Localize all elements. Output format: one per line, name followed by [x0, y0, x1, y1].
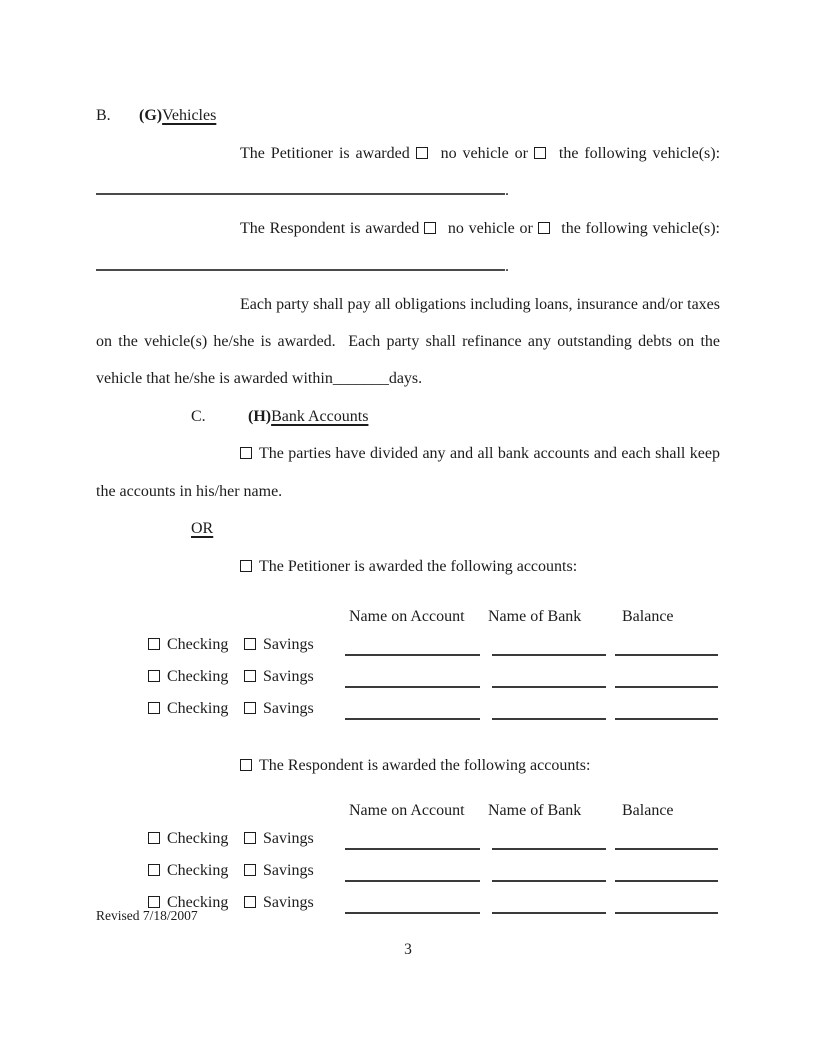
following-vehicle-option-label: the following vehicle(s): — [558, 144, 721, 162]
or-label: OR — [191, 520, 214, 538]
savings-label: Savings — [263, 699, 314, 717]
checking-option — [148, 862, 228, 880]
petitioner-no-vehicle-checkbox[interactable] — [416, 147, 428, 159]
petitioner-accounts-checkbox[interactable] — [240, 560, 252, 572]
checking-label: Checking — [167, 862, 229, 880]
header-name-on-account: Name on Account — [349, 802, 465, 820]
savings-option — [244, 700, 314, 718]
section-b-heading — [96, 97, 720, 135]
petitioner-vehicle-clause — [96, 135, 720, 173]
blank-terminator: . — [505, 257, 509, 275]
balance-blank[interactable] — [615, 718, 718, 720]
respondent-vehicle-lead: The Respondent is awarded — [240, 220, 420, 238]
respondent-vehicle-blank-row — [96, 248, 720, 286]
divided-accounts-checkbox[interactable] — [240, 447, 252, 459]
petitioner-vehicle-lead: The Petitioner is awarded — [240, 144, 410, 162]
section-c-label: C. — [191, 407, 206, 425]
section-b-tag: (G) — [139, 107, 163, 124]
savings-option — [244, 830, 314, 848]
respondent-vehicle-list-blank[interactable] — [96, 249, 505, 271]
savings-label: Savings — [263, 894, 314, 912]
balance-blank[interactable] — [615, 654, 718, 656]
header-balance: Balance — [622, 607, 674, 625]
savings-option — [244, 668, 314, 686]
vehicle-obligations-paragraph: Each party shall pay all obligations including loans, insurance and/or taxes on the vehicle(s) he/she is awarded. Each party shall refinance any outstanding debts on the vehicle that he/she is awarded within_______days. — [96, 295, 720, 388]
petitioner-vehicle-blank-row — [96, 172, 720, 210]
divided-accounts-clause-row — [96, 435, 720, 510]
savings-checkbox[interactable] — [244, 670, 256, 682]
respondent-following-vehicle-checkbox[interactable] — [538, 222, 550, 234]
petitioner-accounts-table — [96, 598, 720, 724]
section-b-title: Vehicles — [162, 107, 217, 124]
checking-label: Checking — [167, 667, 229, 685]
account-row — [96, 854, 720, 886]
checking-label: Checking — [167, 830, 229, 848]
petitioner-vehicle-list-blank[interactable] — [96, 173, 505, 195]
savings-checkbox[interactable] — [244, 864, 256, 876]
name-of-bank-blank[interactable] — [492, 686, 606, 688]
following-vehicle-option-label: the following vehicle(s): — [561, 220, 721, 238]
name-of-bank-blank[interactable] — [492, 880, 606, 882]
account-row — [96, 660, 720, 692]
savings-label: Savings — [263, 635, 314, 653]
account-row — [96, 628, 720, 660]
petitioner-following-vehicle-checkbox[interactable] — [534, 147, 546, 159]
header-name-of-bank: Name of Bank — [488, 802, 582, 820]
accounts-table-header — [96, 598, 720, 628]
respondent-no-vehicle-checkbox[interactable] — [424, 222, 436, 234]
name-of-bank-blank[interactable] — [492, 718, 606, 720]
header-name-of-bank: Name of Bank — [488, 607, 582, 625]
checking-checkbox[interactable] — [148, 702, 160, 714]
balance-blank[interactable] — [615, 912, 718, 914]
savings-checkbox[interactable] — [244, 832, 256, 844]
savings-label: Savings — [263, 830, 314, 848]
divided-accounts-clause: The parties have divided any and all bank accounts and each shall keep the accounts in his/her name. — [96, 445, 720, 500]
savings-label: Savings — [263, 862, 314, 880]
respondent-vehicle-clause — [96, 210, 720, 248]
checking-checkbox[interactable] — [148, 638, 160, 650]
savings-checkbox[interactable] — [244, 638, 256, 650]
savings-option — [244, 636, 314, 654]
balance-blank[interactable] — [615, 686, 718, 688]
respondent-accounts-clause: The Respondent is awarded the following accounts: — [259, 756, 591, 774]
checking-label: Checking — [167, 699, 229, 717]
petitioner-accounts-clause-row — [96, 548, 720, 586]
name-on-account-blank[interactable] — [345, 880, 480, 882]
balance-blank[interactable] — [615, 880, 718, 882]
checking-label: Checking — [167, 635, 229, 653]
respondent-accounts-clause-row — [96, 747, 720, 785]
savings-checkbox[interactable] — [244, 896, 256, 908]
name-of-bank-blank[interactable] — [492, 912, 606, 914]
name-of-bank-blank[interactable] — [492, 848, 606, 850]
name-on-account-blank[interactable] — [345, 912, 480, 914]
checking-label: Checking — [167, 894, 229, 912]
checking-option — [148, 668, 228, 686]
section-c-heading — [191, 398, 720, 436]
no-vehicle-option-label: no vehicle or — [447, 220, 533, 238]
checking-option — [148, 830, 228, 848]
checking-checkbox[interactable] — [148, 864, 160, 876]
respondent-accounts-checkbox[interactable] — [240, 759, 252, 771]
checking-checkbox[interactable] — [148, 832, 160, 844]
savings-checkbox[interactable] — [244, 702, 256, 714]
no-vehicle-option-label: no vehicle or — [440, 144, 528, 162]
savings-option — [244, 862, 314, 880]
name-on-account-blank[interactable] — [345, 718, 480, 720]
or-row — [191, 510, 720, 548]
name-on-account-blank[interactable] — [345, 654, 480, 656]
checking-checkbox[interactable] — [148, 896, 160, 908]
header-balance: Balance — [622, 802, 674, 820]
header-name-on-account: Name on Account — [349, 607, 465, 625]
account-row — [96, 822, 720, 854]
blank-terminator: . — [505, 182, 509, 200]
revision-date: Revised 7/18/2007 — [96, 908, 198, 923]
petitioner-accounts-clause: The Petitioner is awarded the following accounts: — [259, 557, 578, 575]
name-of-bank-blank[interactable] — [492, 654, 606, 656]
checking-checkbox[interactable] — [148, 670, 160, 682]
checking-option — [148, 700, 228, 718]
name-on-account-blank[interactable] — [345, 686, 480, 688]
respondent-accounts-table — [96, 792, 720, 918]
accounts-table-header — [96, 792, 720, 822]
section-c-tag: (H) — [248, 407, 272, 425]
section-c-title: Bank Accounts — [271, 407, 369, 425]
savings-option — [244, 894, 314, 912]
account-row — [96, 692, 720, 724]
balance-blank[interactable] — [615, 848, 718, 850]
savings-label: Savings — [263, 667, 314, 685]
section-b-label: B. — [96, 107, 111, 124]
checking-option — [148, 636, 228, 654]
name-on-account-blank[interactable] — [345, 848, 480, 850]
page-number: 3 — [404, 941, 412, 958]
